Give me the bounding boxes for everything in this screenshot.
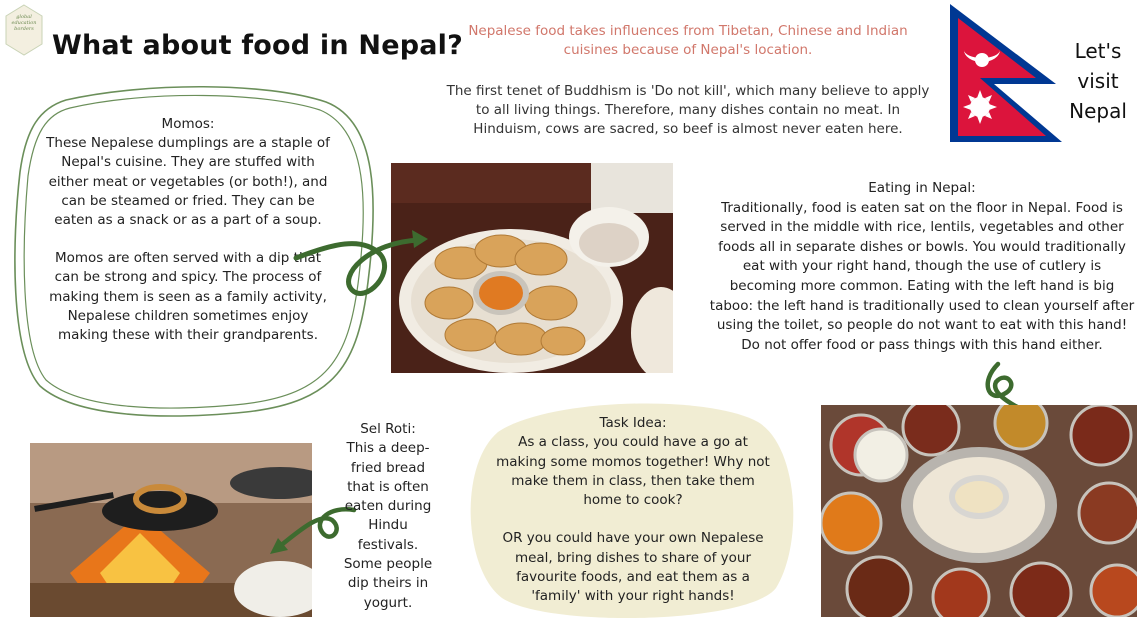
eating-in-nepal-text: [708, 179, 1136, 355]
nepali-dishes-photo: [821, 405, 1137, 617]
task-heading: Task Idea:: [599, 415, 667, 431]
eating-paragraph: Traditionally, food is eaten sat on the floor in Nepal. Food is served in the middle with rice, lentils, vegetables and other foods all in separate dishes or bowls. You would traditionally eat with your right hand, though the use of cutlery is becoming more common. Eating with the left hand is big taboo: the left hand is traditionally used to clean yourself after using the toilet, so people do not want to eat with this hand! Do not offer food or pass things with this hand either.: [709, 199, 1135, 353]
momos-paragraph-2: Momos are often served with a dip that can be strong and spicy. The process of making them is seen as a family activity, Nepalese children sometimes enjoy making these with their grandparents.: [49, 250, 327, 344]
visit-line-2: visit: [1077, 69, 1119, 93]
momos-paragraph-1: These Nepalese dumplings are a staple of Nepal's cuisine. They are stuffed with either meat or vegetables (or both!), and can be steamed or fried. They can be eaten as a snack or as a part of a soup.: [46, 135, 330, 229]
task-idea-text: [494, 414, 772, 607]
logo-line-3: borders: [14, 26, 34, 32]
sel-roti-heading: Sel Roti:: [360, 421, 416, 437]
task-paragraph-2: OR you could have your own Nepalese meal, bring dishes to share of your favourite foods, and eat them as a 'family' with your right hands!: [502, 530, 764, 605]
logo-line-1: global: [16, 14, 32, 20]
nepal-flag-icon: [946, 2, 1066, 144]
visit-line-3: Nepal: [1069, 99, 1127, 123]
curly-arrow-icon: [292, 228, 432, 308]
logo-line-2: education: [11, 20, 37, 26]
eating-heading: Eating in Nepal:: [868, 180, 976, 196]
lets-visit-nepal: [1060, 36, 1136, 126]
logo: [4, 4, 44, 56]
visit-line-1: Let's: [1074, 39, 1122, 63]
sel-roti-text: [340, 420, 436, 613]
momos-heading: Momos:: [161, 116, 215, 132]
sel-roti-paragraph: This a deep-fried bread that is often eaten during Hindu festivals. Some people dip theirs in yogurt.: [343, 440, 433, 611]
momos-text: [46, 115, 330, 345]
page-title: What about food in Nepal?: [52, 30, 463, 61]
logo-text: [4, 14, 44, 32]
intro-text: Nepalese food takes influences from Tibetan, Chinese and Indian cuisines because of Nepal's location.: [468, 23, 908, 58]
task-paragraph-1: As a class, you could have a go at making some momos together! Why not make them in class, then take them home to cook?: [496, 434, 770, 509]
buddhism-text: The first tenet of Buddhism is 'Do not kill', which many believe to apply to all living things. Therefore, many dishes contain no meat. In Hinduism, cows are sacred, so beef is almost never eaten here.: [446, 83, 930, 137]
momos-photo: [391, 163, 673, 373]
